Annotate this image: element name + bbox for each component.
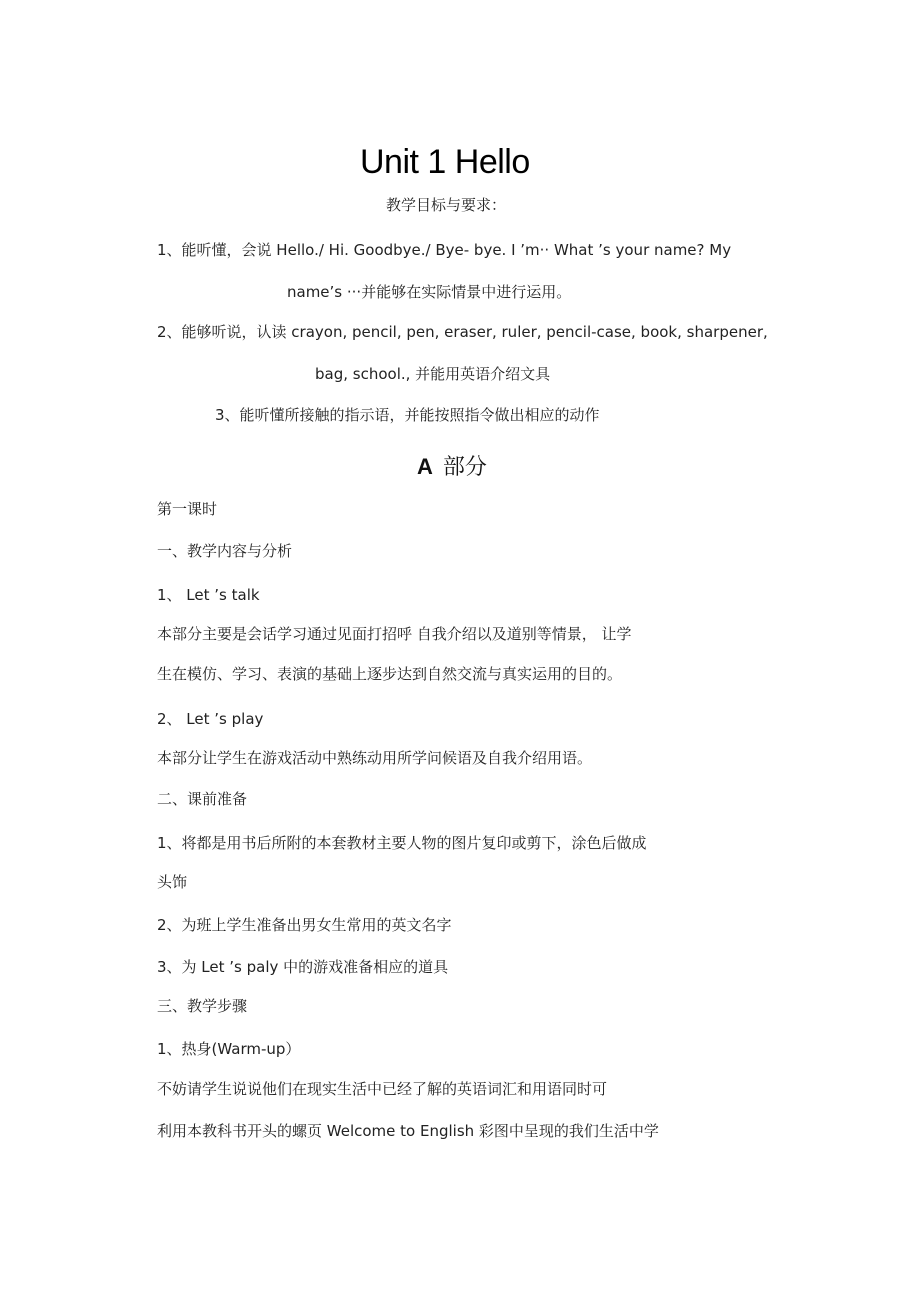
- goal-2-line-2: bag, school., 并能用英语介绍文具: [315, 365, 551, 383]
- item-lets-talk: 1、 Let ’s talk: [157, 586, 260, 604]
- heading-teaching-steps: 三、教学步骤: [157, 997, 248, 1015]
- section-a-heading: [417, 450, 487, 481]
- prep-item-1-line-2: 头饰: [157, 873, 188, 891]
- prep-item-2: 2、为班上学生准备出男女生常用的英文名字: [157, 916, 452, 934]
- section-a-label: 部分: [442, 455, 487, 480]
- prep-item-3: 3、为 Let ’s paly 中的游戏准备相应的道具: [157, 958, 449, 976]
- warm-up-paragraph-line-2: 利用本教科书开头的螺页 Welcome to English 彩图中呈现的我们生活中学: [157, 1122, 659, 1140]
- prep-item-1-line-1: 1、将都是用书后所附的本套教材主要人物的图片复印或剪下，涂色后做成: [157, 834, 647, 852]
- page-subtitle: 教学目标与要求：: [386, 196, 507, 214]
- step-warm-up: 1、热身(Warm-up）: [157, 1040, 301, 1058]
- talk-paragraph-line-1: 本部分主要是会话学习通过见面打招呼 自我介绍以及道别等情景， 让学: [157, 625, 632, 643]
- page-title: Unit 1 Hello: [360, 143, 530, 181]
- talk-paragraph-line-2: 生在模仿、学习、表演的基础上逐步达到自然交流与真实运用的目的。: [157, 665, 623, 683]
- goal-1-line-1: 1、能听懂，会说 Hello./ Hi. Goodbye./ Bye- bye. I ’m·· What ’s your name? My: [157, 241, 732, 259]
- section-a-letter: A: [417, 454, 433, 479]
- warm-up-paragraph-line-1: 不妨请学生说说他们在现实生活中已经了解的英语词汇和用语同时可: [157, 1080, 608, 1098]
- goal-2-line-1: 2、能够听说，认读 crayon, pencil, pen, eraser, ruler, pencil-case, book, sharpener,: [157, 323, 768, 341]
- goal-3-line-1: 3、能听懂所接触的指示语，并能按照指令做出相应的动作: [215, 406, 600, 424]
- heading-preparation: 二、课前准备: [157, 790, 248, 808]
- item-lets-play: 2、 Let ’s play: [157, 710, 264, 728]
- heading-content-analysis: 一、教学内容与分析: [157, 542, 293, 560]
- goal-1-line-2: name’s ···并能够在实际情景中进行运用。: [287, 283, 572, 301]
- play-paragraph: 本部分让学生在游戏活动中熟练动用所学问候语及自我介绍用语。: [157, 749, 593, 767]
- lesson-label: 第一课时: [157, 500, 218, 518]
